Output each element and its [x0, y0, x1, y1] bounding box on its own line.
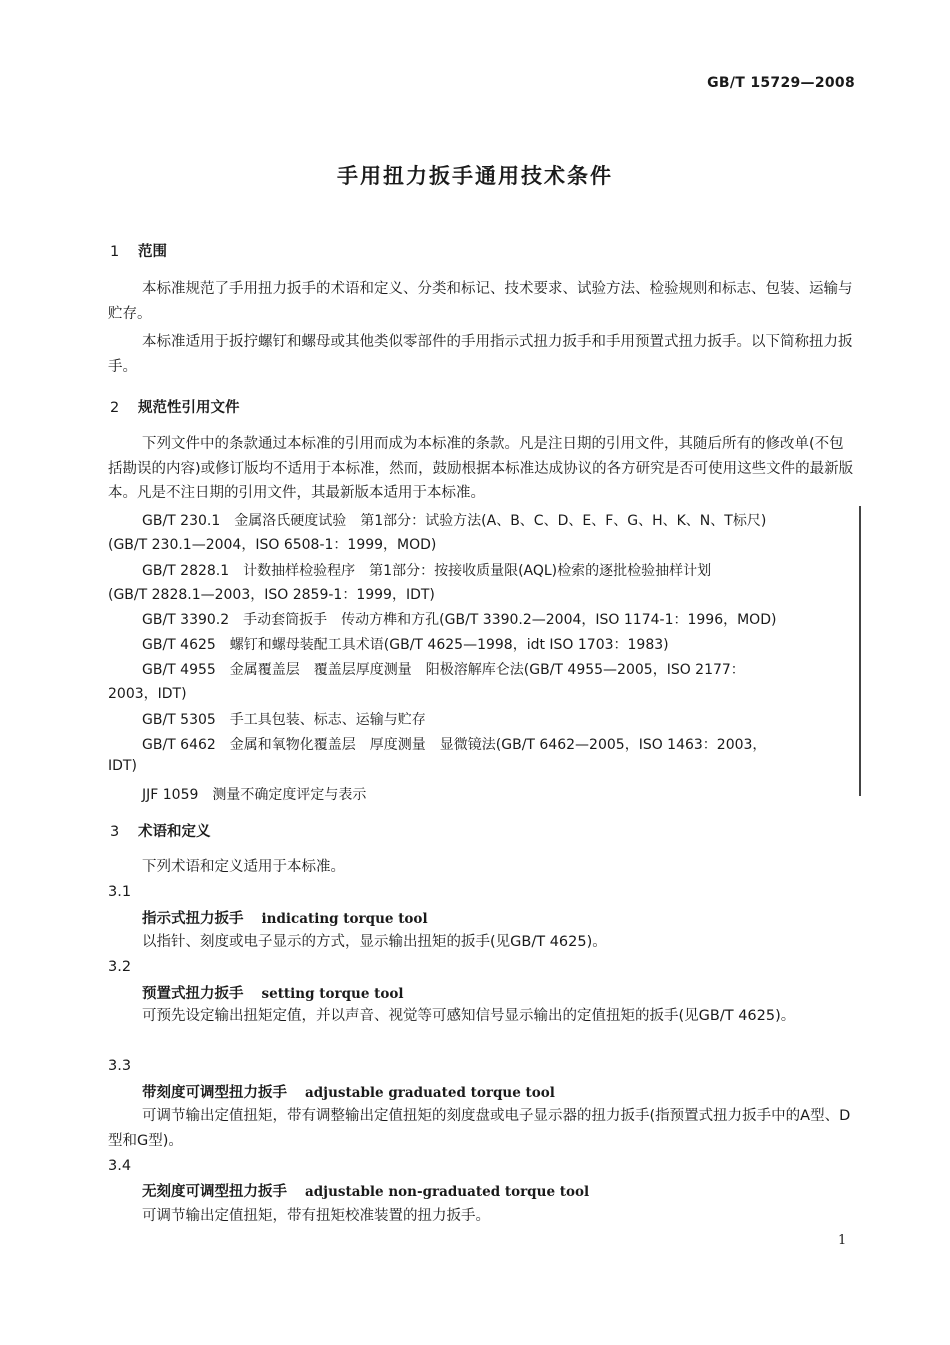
term-definition: 以指针、刻度或电子显示的方式，显示输出扭矩的扳手(见GB/T 4625)。: [142, 934, 607, 950]
section-1-heading: [110, 240, 167, 261]
section-3-heading: [110, 820, 211, 841]
reference-line: GB/T 3390.2 手动套筒扳手 传动方榫和方孔(GB/T 3390.2—2004，ISO 1174-1：1996，MOD): [142, 612, 777, 628]
section-1-paragraph-2: 本标准适用于扳拧螺钉和螺母或其他类似零部件的手用指示式扭力扳手和手用预置式扭力扳手。以下简称扭力扳手。: [108, 334, 853, 375]
section-title: 术语和定义: [138, 824, 211, 840]
term-zh: 无刻度可调型扭力扳手: [142, 1184, 287, 1200]
section-title: 规范性引用文件: [138, 400, 240, 416]
reference-line: GB/T 4625 螺钉和螺母装配工具术语(GB/T 4625—1998，idt ISO 1703：1983): [142, 637, 669, 653]
term-definition: 可调节输出定值扭矩，带有调整输出定值扭矩的刻度盘或电子显示器的扭力扳手(指预置式扭力扳手中的A型、D型和G型)。: [108, 1108, 851, 1149]
reference-line: IDT): [108, 758, 137, 774]
section-number: 1: [110, 244, 120, 260]
reference-line: 2003，IDT): [108, 686, 187, 702]
document-title: 手用扭力扳手通用技术条件: [337, 164, 613, 188]
reference-line: JJF 1059 测量不确定度评定与表示: [142, 787, 367, 803]
standard-code: GB/T 15729—2008: [707, 75, 855, 91]
term-heading: [142, 1180, 589, 1201]
reference-line: GB/T 4955 金属覆盖层 覆盖层厚度测量 阳极溶解库仑法(GB/T 4955—2005，ISO 2177：: [142, 662, 745, 678]
reference-line: (GB/T 2828.1—2003，ISO 2859-1：1999，IDT): [108, 587, 435, 603]
change-bar: [859, 506, 861, 796]
reference-line: GB/T 6462 金属和氧物化覆盖层 厚度测量 显微镜法(GB/T 6462—2005，ISO 1463：2003，: [142, 737, 767, 753]
reference-line: GB/T 5305 手工具包装、标志、运输与贮存: [142, 712, 426, 728]
term-number: 3.3: [108, 1058, 132, 1074]
reference-line: (GB/T 230.1—2004，ISO 6508-1：1999，MOD): [108, 537, 437, 553]
term-en: indicating torque tool: [261, 911, 428, 927]
term-zh: 带刻度可调型扭力扳手: [142, 1085, 287, 1101]
reference-line: GB/T 230.1 金属洛氏硬度试验 第1部分：试验方法(A、B、C、D、E、F、G、H、K、N、T标尺): [142, 513, 767, 529]
term-heading: [142, 982, 404, 1003]
section-number: 2: [110, 400, 120, 416]
section-number: 3: [110, 824, 120, 840]
term-definition: 可调节输出定值扭矩，带有扭矩校准装置的扭力扳手。: [142, 1208, 490, 1224]
term-en: adjustable non-graduated torque tool: [305, 1184, 590, 1200]
term-en: adjustable graduated torque tool: [305, 1085, 555, 1101]
term-definition: 可预先设定输出扭矩定值，并以声音、视觉等可感知信号显示输出的定值扭矩的扳手(见GB/T 4625)。: [142, 1008, 796, 1024]
term-en: setting torque tool: [261, 986, 404, 1002]
section-title: 范围: [138, 244, 167, 260]
reference-line: GB/T 2828.1 计数抽样检验程序 第1部分：按接收质量限(AQL)检索的逐批检验抽样计划: [142, 563, 712, 579]
section-1-paragraph-1: 本标准规范了手用扭力扳手的术语和定义、分类和标记、技术要求、试验方法、检验规则和标志、包装、运输与贮存。: [108, 281, 853, 322]
term-zh: 预置式扭力扳手: [142, 986, 244, 1002]
term-number: 3.2: [108, 959, 132, 975]
term-number: 3.4: [108, 1158, 132, 1174]
section-2-intro: 下列文件中的条款通过本标准的引用而成为本标准的条款。凡是注日期的引用文件，其随后所有的修改单(不包括勘误的内容)或修订版均不适用于本标准，然而，鼓励根据本标准达成协议的各方研究是否可使用这些文件的最新版本。凡是不注日期的引用文件，其最新版本适用于本标准。: [108, 436, 854, 501]
term-zh: 指示式扭力扳手: [142, 911, 244, 927]
page-number: 1: [838, 1233, 847, 1248]
section-2-heading: [110, 396, 240, 417]
term-heading: [142, 907, 428, 928]
section-3-intro: 下列术语和定义适用于本标准。: [142, 859, 345, 875]
term-number: 3.1: [108, 884, 132, 900]
term-heading: [142, 1081, 555, 1102]
